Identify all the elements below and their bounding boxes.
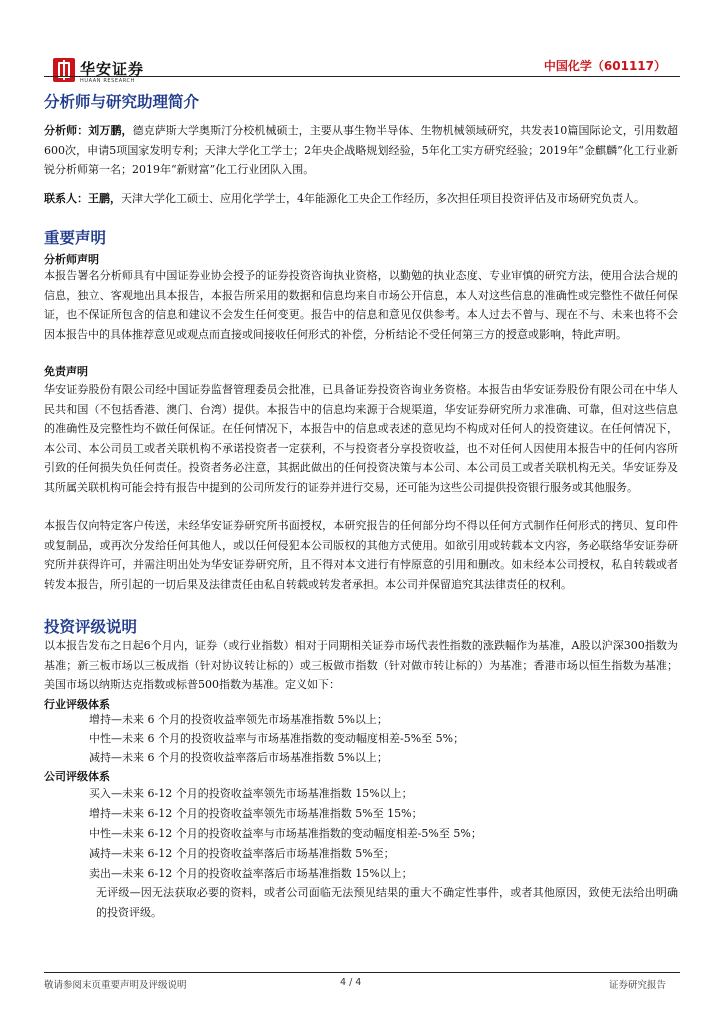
industry-rating-item: 增持—未来 6 个月的投资收益率领先市场基准指数 5%以上； <box>89 713 388 726</box>
header-divider <box>44 76 680 77</box>
report-stock-title: 中国化学（601117） <box>543 59 666 73</box>
company-rating-item: 增持—未来 6-12 个月的投资收益率领先市场基准指数 5%至 15%； <box>89 807 423 820</box>
page-number: 4 / 4 <box>340 977 362 988</box>
analyst-label: 分析师： <box>44 124 89 137</box>
contact-profile <box>44 189 678 209</box>
analyst-section-heading: 分析师与研究助理简介 <box>44 93 200 111</box>
analyst-profile <box>44 121 678 180</box>
analyst-name: 刘万鹏， <box>88 124 133 137</box>
analyst-declaration-text: 本报告署名分析师具有中国证券业协会授予的证券投资咨询执业资格，以勤勉的执业态度、专业审慎的研究方法，使用合法合规的信息，独立、客观地出具本报告，本报告所采用的数据和信息均来自市场公开信息，本人对这些信息的准确性或完整性不做任何保证，也不保证所包含的信息和建议不会发生任何变更。报告中的信息和意见仅供参考。本人过去不曾与、现在不与、未来也将不会因本报告中的具体推荐意见或观点而直接或间接收任何形式的补偿，分析结论不受任何第三方的授意或影响，特此声明。 <box>44 269 678 341</box>
company-rating-heading: 公司评级体系 <box>44 770 110 783</box>
analyst-declaration-heading: 分析师声明 <box>44 253 99 266</box>
no-rating-definition: 无评级—因无法获取必要的资料，或者公司面临无法预见结果的重大不确定性事件，或者其他原因，致使无法给出明确的投资评级。 <box>96 886 678 919</box>
industry-rating-heading: 行业评级体系 <box>44 698 110 711</box>
contact-name: 王鹏， <box>88 192 121 205</box>
industry-rating-item: 中性—未来 6 个月的投资收益率与市场基准指数的变动幅度相差-5%至 5%； <box>89 732 465 745</box>
exemption-text-2: 本报告仅向特定客户传送，未经华安证券研究所书面授权，本研究报告的任何部分均不得以任何方式制作任何形式的拷贝、复印件或复制品，或再次分发给任何其他人，或以任何侵犯本公司版权的其他方式使用。如欲引用或转载本文内容，务必联络华安证券研究所并获得许可，并需注明出处为华安证券研究所，且不得对本文进行有悖原意的引用和删改。如未经本公司授权，私自转载或者转发本报告，所引起的一切后果及法律责任由私自转载或转发者承担。本公司并保留追究其法律责任的权利。 <box>44 519 678 591</box>
exemption-text-1: 华安证券股份有限公司经中国证券监督管理委员会批准，已具备证券投资咨询业务资格。本报告由华安证券股份有限公司在中华人民共和国（不包括香港、澳门、台湾）提供。本报告中的信息均来源于合规渠道，华安证券研究所力求准确、可靠，但对这些信息的准确性及完整性均不做任何保证。在任何情况下，本报告中的信息或表述的意见均不构成对任何人的投资建议。在任何情况下，本公司、本公司员工或者关联机构不承诺投资者一定获利，不与投资者分享投资收益，也不对任何人因使用本报告中的任何内容所引致的任何损失负任何责任。投资者务必注意，其据此做出的任何投资决策与本公司、本公司员工或者关联机构无关。华安证券及其所属关联机构可能会持有报告中提到的公司所发行的证券并进行交易，还可能为这些公司提供投资银行服务或其他服务。 <box>44 383 678 494</box>
footer-report-type: 证券研究报告 <box>608 980 666 991</box>
company-logo <box>53 58 163 88</box>
rating-section-heading: 投资评级说明 <box>44 618 138 636</box>
disclaimer-section-heading: 重要声明 <box>44 229 107 247</box>
logo-emblem-icon <box>53 58 75 82</box>
company-rating-item: 买入—未来 6-12 个月的投资收益率领先市场基准指数 15%以上； <box>89 787 413 800</box>
logo-name: 华安证券 <box>80 60 145 78</box>
contact-bio: 天津大学化工硕士、应用化学学士，4年能源化工央企工作经历，多次担任项目投资评估及市场研究负责人。 <box>121 192 645 205</box>
analyst-bio: 德克萨斯大学奥斯汀分校机械硕士，主要从事生物半导体、生物机械领域研究，共发表10篇国际论文，引用数超600次，申请5项国家发明专利；天津大学化工学士；2年央企战略规划经验，5年化工实方研究经验；2019年“金麒麟”化工行业新锐分析师第一名；2019年“新财富”化工行业团队入围。 <box>44 124 679 176</box>
rating-intro: 以本报告发布之日起6个月内，证券（或行业指数）相对于同期相关证券市场代表性指数的涨跌幅作为基准，A股以沪深300指数为基准；新三板市场以三板成指（针对协议转让标的）或三板做市指数（针对做市转让标的）为基准；香港市场以恒生指数为基准；美国市场以纳斯达克指数或标普500指数为基准。定义如下： <box>44 639 678 691</box>
company-rating-item: 中性—未来 6-12 个月的投资收益率与市场基准指数的变动幅度相差-5%至 5%； <box>89 827 482 840</box>
company-rating-item: 减持—未来 6-12 个月的投资收益率落后市场基准指数 5%至； <box>89 847 395 860</box>
footer-notice: 敬请参阅末页重要声明及评级说明 <box>44 980 187 991</box>
industry-rating-item: 减持—未来 6 个月的投资收益率落后市场基准指数 5%以上； <box>89 751 388 764</box>
logo-english-name: HUAAN RESEARCH <box>80 78 135 84</box>
company-rating-item: 卖出—未来 6-12 个月的投资收益率落后市场基准指数 15%以上； <box>89 867 413 880</box>
footer-divider <box>44 972 680 973</box>
exemption-heading: 免责声明 <box>44 365 88 378</box>
contact-label: 联系人： <box>44 192 88 205</box>
